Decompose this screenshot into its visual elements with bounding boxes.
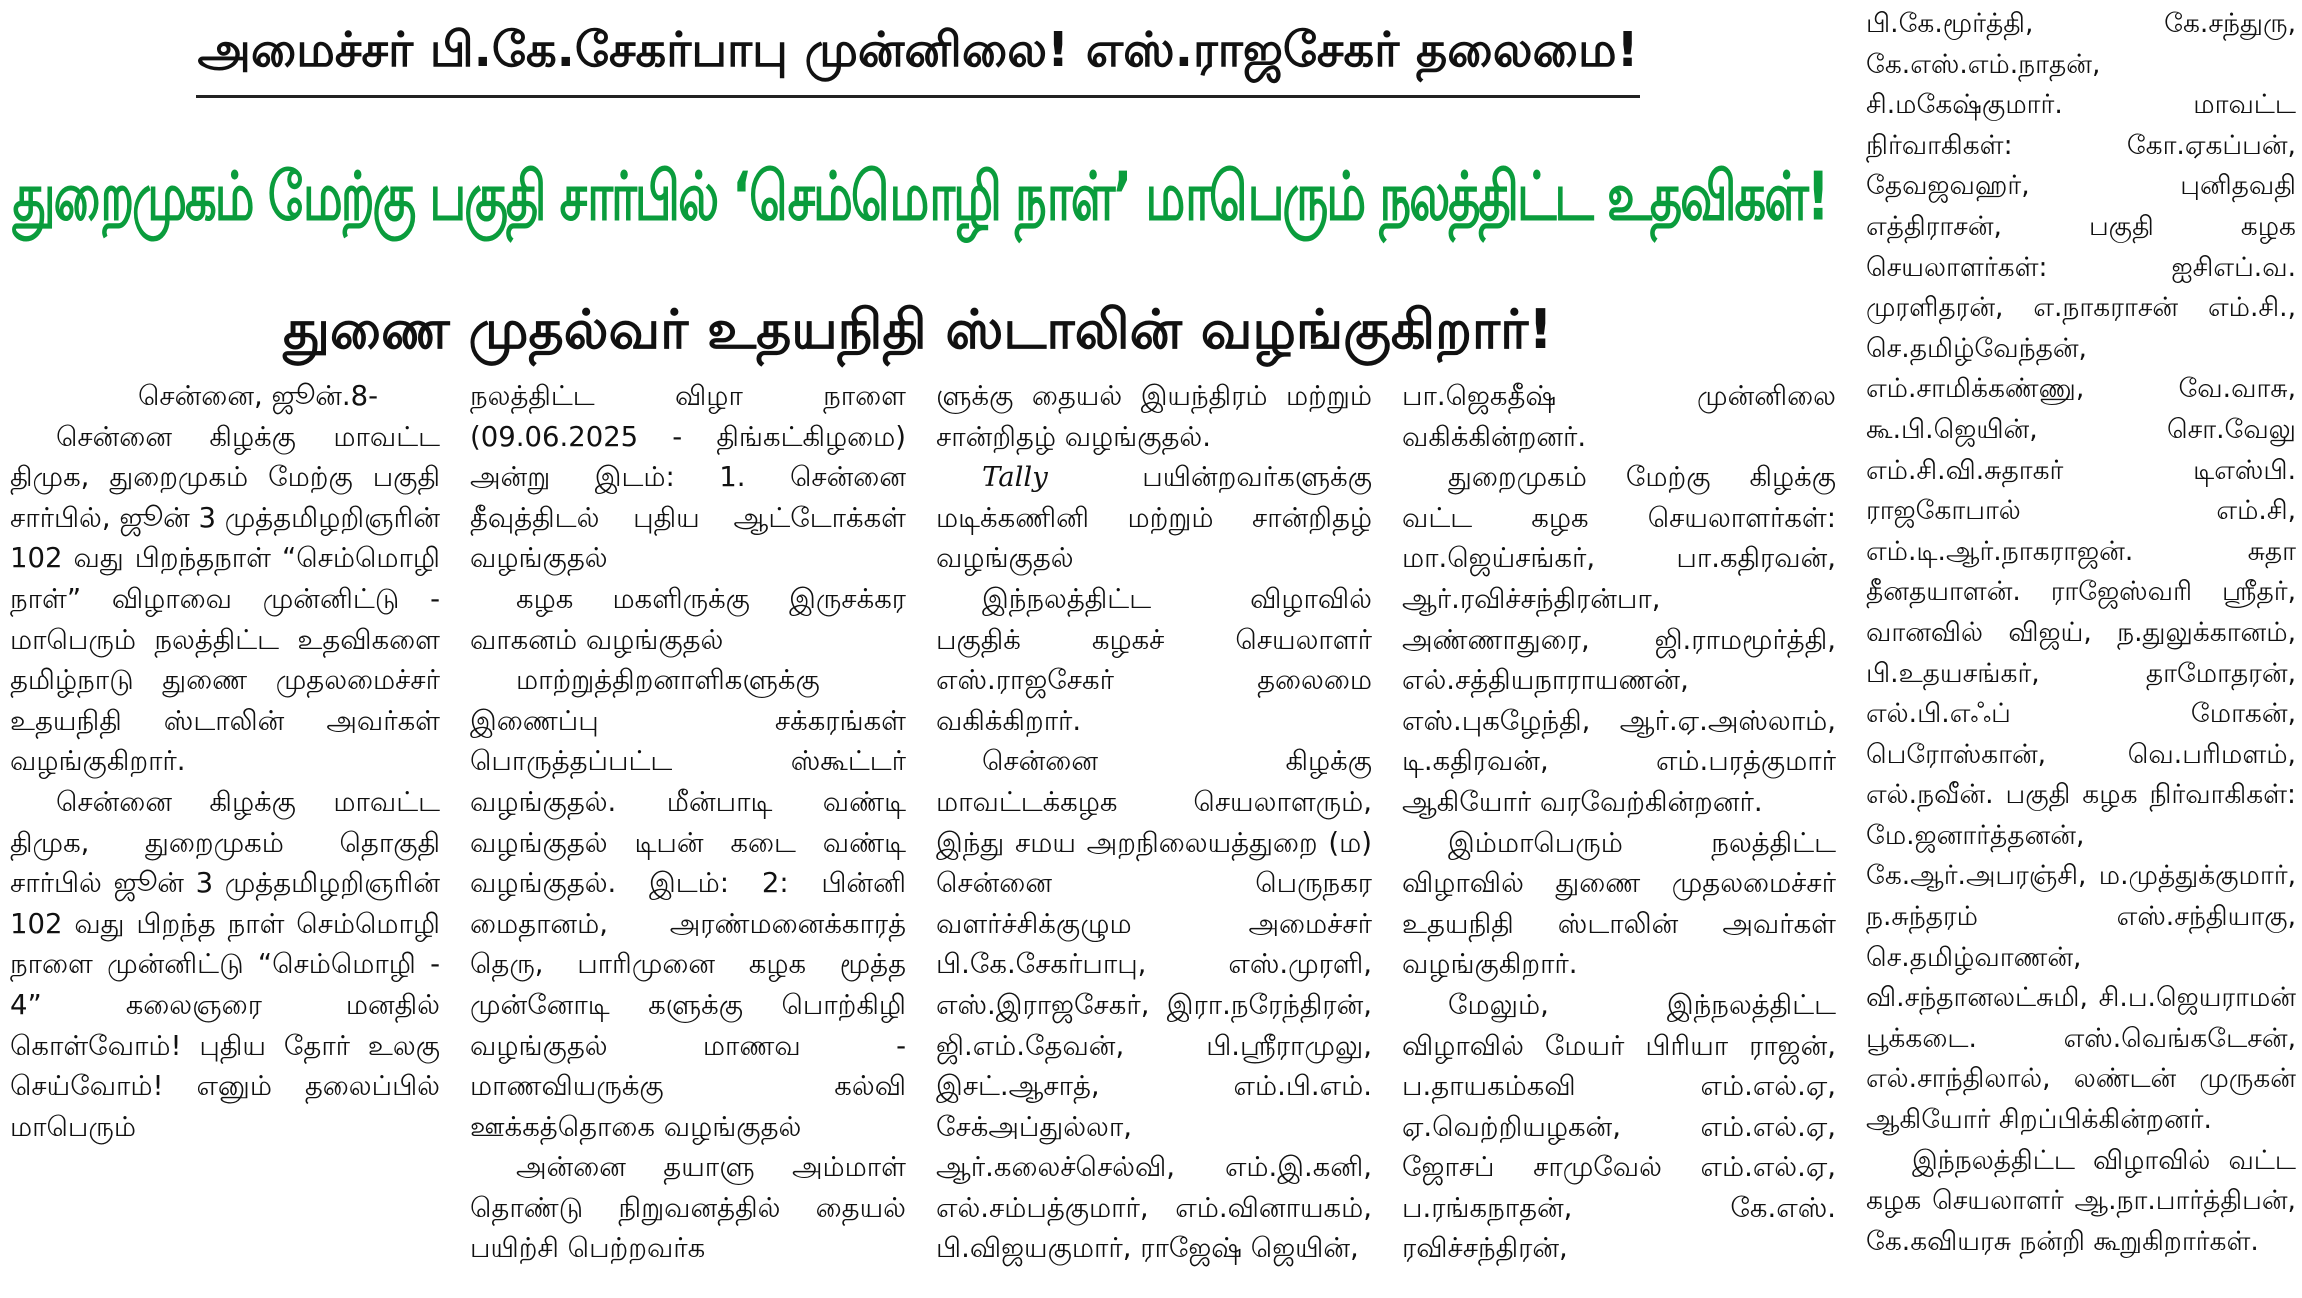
paragraph-text: பயின்றவர்களுக்கு மடிக்கணினி மற்றும் சான்றிதழ் வழங்குதல் [936,461,1372,575]
kicker-headline: அமைச்சர் பி.கே.சேகர்பாபு முன்னிலை! எஸ்.ராஜசேகர் தலைமை! [197,22,1639,78]
tally-word: Tally [982,461,1048,494]
paragraph: சென்னை கிழக்கு மாவட்டக்கழக செயலாளரும், இந்து சமய அறநிலையத்துறை (ம) சென்னை பெருநகர வளர்ச்சிக்குழும அமைச்சர் பி.கே.சேகர்பாபு, எஸ்.முரளி, எஸ்.இராஜசேகர், இரா.நரேந்திரன், ஜி.எம்.தேவன், பி.ஸ்ரீராமுலு, இசட்.ஆசாத், எம்.பி.எம். சேக்அப்துல்லா, ஆர்.கலைச்செல்வி, எம்.இ.கனி, எல்.சம்பத்குமார், எம்.வினாயகம், பி.விஜயகுமார், ராஜேஷ் ஜெயின், [936,745,1372,1265]
paragraph: கழக மகளிருக்கு இருசக்கர வாகனம் வழங்குதல் [470,582,906,656]
column-3 [936,376,1372,1296]
paragraph: அன்னை தயாளு அம்மாள் தொண்டு நிறுவனத்தில் தையல் பயிற்சி பெற்றவர்க [470,1151,906,1265]
kicker-rule [196,95,1640,98]
paragraph: பா.ஜெகதீஷ் முன்னிலை வகிக்கின்றனர். [1402,380,1836,453]
paragraph [936,457,1372,579]
column-5 [1866,4,2296,1296]
paragraph: சென்னை கிழக்கு மாவட்ட திமுக, துறைமுகம் மேற்கு பகுதி சார்பில், ஜூன் 3 முத்தமிழறிஞரின் 102 வது பிறந்தநாள் “செம்மொழி நாள்” விழாவை முன்னிட்டு - மாபெரும் நலத்திட்ட உதவிகளை தமிழ்நாடு துணை முதலமைச்சர் உதயநிதி ஸ்டாலின் அவர்கள் வழங்குகிறார். [10,420,440,778]
column-4 [1402,376,1836,1296]
paragraph: இம்மாபெரும் நலத்திட்ட விழாவில் துணை முதலமைச்சர் உதயநிதி ஸ்டாலின் அவர்கள் வழங்குகிறார். [1402,826,1836,981]
paragraph: துறைமுகம் மேற்கு கிழக்கு வட்ட கழக செயலாளர்கள்: மா.ஜெய்சங்கர், பா.கதிரவன், ஆர்.ரவிச்சந்திரன்பா, அண்ணாதுரை, ஜி.ராமமூர்த்தி, எல்.சத்தியநாராயணன், எஸ்.புகழேந்தி, ஆர்.ஏ.அஸ்லாம், டி.கதிரவன், எம்.பரத்குமார் ஆகியோர் வரவேற்கின்றனர். [1402,461,1836,818]
paragraph: இந்நலத்திட்ட விழாவில் வட்ட கழக செயலாளர் ஆ.நா.பார்த்திபன், கே.கவியரசு நன்றி கூறுகிறார்கள். [1866,1144,2296,1257]
paragraph: மாற்றுத்திறனாளிகளுக்கு இணைப்பு சக்கரங்கள் பொருத்தப்பட்ட ஸ்கூட்டர் வழங்குதல். மீன்பாடி வண்டி வழங்குதல் டிபன் கடை வண்டி வழங்குதல். இடம்: 2: பின்னி மைதானம், அரண்மனைக்காரத் தெரு, பாரிமுனை கழக மூத்த முன்னோடி களுக்கு பொற்கிழி வழங்குதல் மாணவ - மாணவியருக்கு கல்வி ஊக்கத்தொகை வழங்குதல் [470,664,906,1143]
column-1 [10,376,440,1296]
sub-headline: துணை முதல்வர் உதயநிதி ஸ்டாலின் வழங்குகிறார்! [283,298,1553,361]
paragraph: இந்நலத்திட்ட விழாவில் பகுதிக் கழகச் செயலாளர் எஸ்.ராஜசேகர் தலைமை வகிக்கிறார். [936,582,1372,737]
paragraph: ளுக்கு தையல் இயந்திரம் மற்றும் சான்றிதழ் வழங்குதல். [936,380,1372,453]
main-headline: துறைமுகம் மேற்கு பகுதி சார்பில் ‘செம்மொழி நாள்’ மாபெரும் நலத்திட்ட உதவிகள்! [12,157,1828,236]
column-2 [470,376,906,1296]
paragraph: சென்னை கிழக்கு மாவட்ட திமுக, துறைமுகம் தொகுதி சார்பில் ஜூன் 3 முத்தமிழறிஞரின் 102 வது பிறந்த நாள் செம்மொழி நாளை முன்னிட்டு “செம்மொழி - 4” கலைஞரை மனதில் கொள்வோம்! புதிய தோர் உலகு செய்வோம்! எனும் தலைப்பில் மாபெரும் [10,785,440,1143]
paragraph: மேலும், இந்நலத்திட்ட விழாவில் மேயர் பிரியா ராஜன், ப.தாயகம்கவி எம்.எல்.ஏ, ஏ.வெற்றியழகன், எம்.எல்.ஏ, ஜோசப் சாமுவேல் எம்.எல்.ஏ, ப.ரங்கநாதன், கே.எஸ். ரவிச்சந்திரன், [1402,988,1836,1265]
paragraph: பி.கே.மூர்த்தி, கே.சந்துரு, கே.எஸ்.எம்.நாதன், சி.மகேஷ்குமார். மாவட்ட நிர்வாகிகள்: கோ.ஏகப்பன், தேவஜவஹர், புனிதவதி எத்திராசன், பகுதி கழக செயலாளர்கள்: ஐசிஎப்.வ. முரளிதரன், எ.நாகராசன் எம்.சி., செ.தமிழ்வேந்தன், எம்.சாமிக்கண்ணு, வே.வாசு, கூ.பி.ஜெயின், சொ.வேலு எம்.சி.வி.சுதாகர் டிஎஸ்பி. ராஜகோபால் எம்.சி, எம்.டி.ஆர்.நாகராஜன். சுதா தீனதயாளன். ராஜேஸ்வரி ஸ்ரீதர், வானவில் விஜய், ந.துலுக்கானம், பி.உதயசங்கர், தாமோதரன், எல்.பி.எஃப் மோகன், பெரோஸ்கான், வெ.பரிமளம், எல்.நவீன். பகுதி கழக நிர்வாகிகள்: மே.ஜனார்த்தனன், கே.ஆர்.அபரஞ்சி, ம.முத்துக்குமார், ந.சுந்தரம் எஸ்.சந்தியாகு, செ.தமிழ்வாணன், வி.சந்தானலட்சுமி, சி.ப.ஜெயராமன் பூக்கடை. எஸ்.வெங்கடேசன், எல்.சாந்திலால், லண்டன் முருகன் ஆகியோர் சிறப்பிக்கின்றனர். [1866,8,2296,1136]
paragraph: நலத்திட்ட விழா நாளை (09.06.2025 - திங்கட்கிழமை) அன்று இடம்: 1. சென்னை தீவுத்திடல் புதிய ஆட்டோக்கள் வழங்குதல் [470,380,906,575]
dateline: சென்னை, ஜூன்.8- [138,380,379,412]
